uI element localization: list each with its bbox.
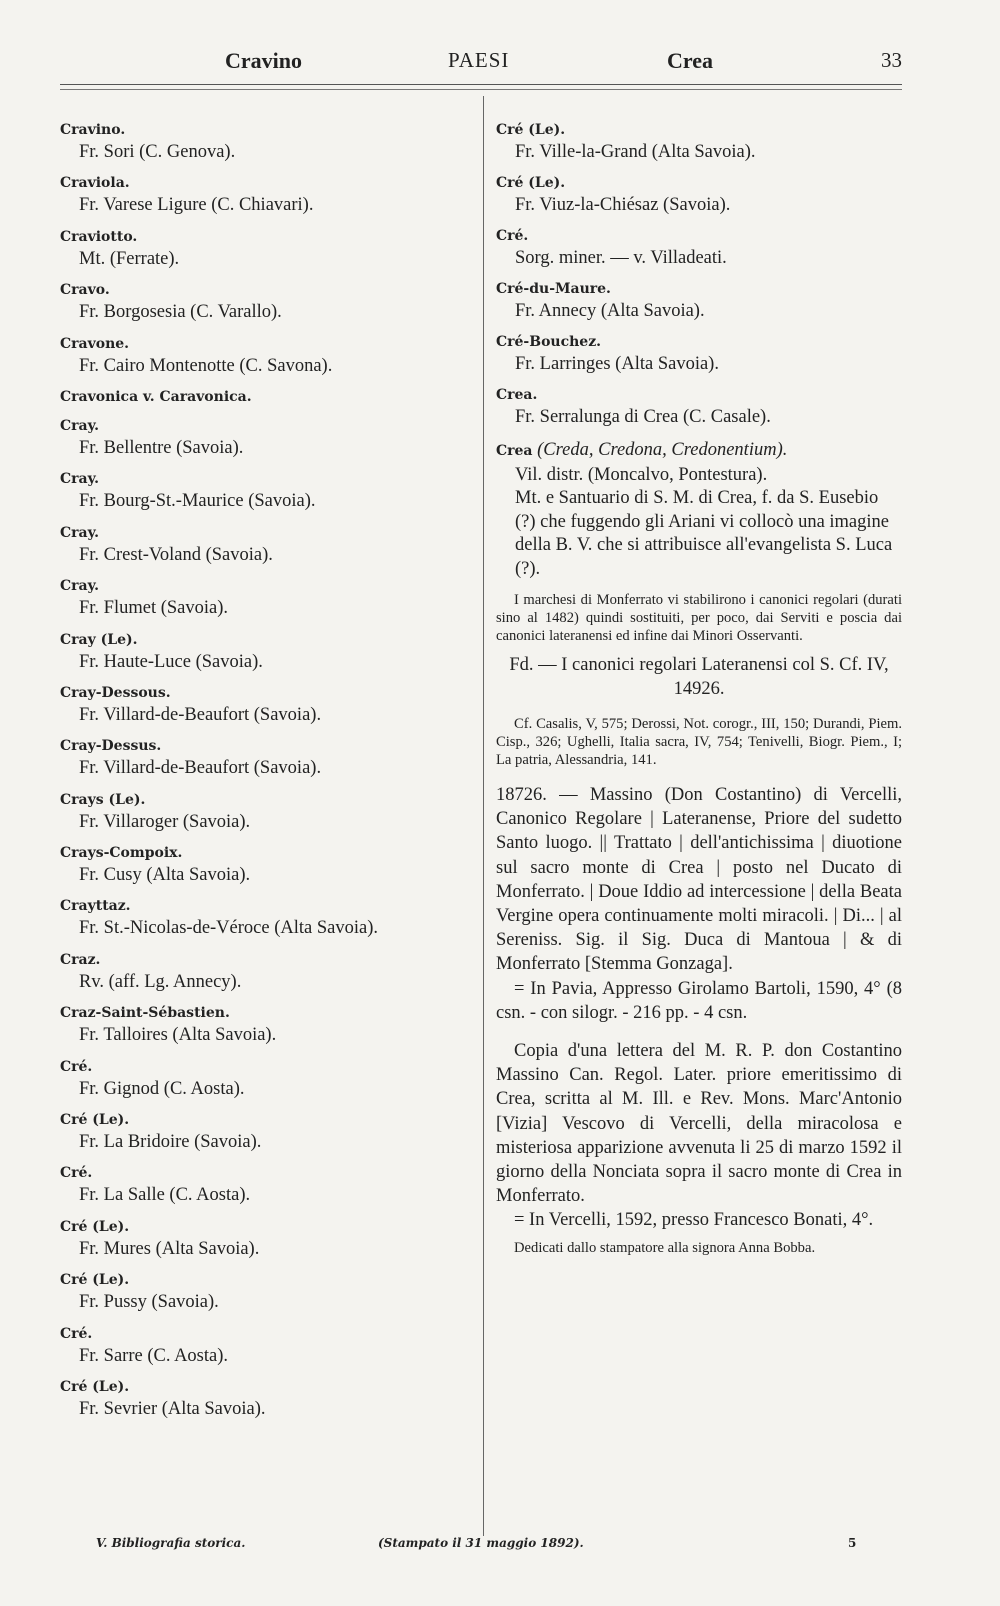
left-column — [60, 120, 470, 1430]
entry-place: Fr. Gignod (C. Aosta). — [79, 1078, 245, 1099]
crea-entry — [496, 438, 902, 769]
footer-left: V. Bibliografia storica. — [96, 1536, 246, 1550]
list-item — [60, 416, 470, 469]
list-item — [496, 385, 902, 429]
entry-title: Cré (Le). — [60, 1378, 130, 1395]
list-item — [60, 683, 470, 736]
entry-place: Fr. La Salle (C. Aosta). — [79, 1185, 251, 1206]
entry-place: Rv. (aff. Lg. Annecy). — [79, 971, 242, 992]
entry-title: Crays (Le). — [60, 791, 146, 808]
list-item — [60, 1003, 470, 1056]
entry-title: Craz-Saint-Sébastien. — [60, 1005, 230, 1022]
column-divider — [483, 96, 484, 1536]
entry-title: Cray (Le). — [60, 631, 138, 648]
list-item — [60, 227, 470, 280]
entry-place: Fr. Viuz-la-Chiésaz (Savoia). — [515, 195, 731, 215]
entry-place: Fr. Varese Ligure (C. Chiavari). — [79, 195, 314, 216]
footer-center: (Stampato il 31 maggio 1892). — [378, 1536, 584, 1550]
list-item — [60, 1110, 470, 1163]
entry-place: Fr. Bellentre (Savoia). — [79, 437, 244, 458]
list-item — [60, 334, 470, 387]
entry-title: Cravino. — [60, 122, 126, 138]
entry-place: Fr. Pussy (Savoia). — [79, 1292, 219, 1313]
entry-place: Fr. Villard-de-Beaufort (Savoia). — [79, 758, 322, 779]
page-footer — [60, 1536, 902, 1556]
page-header — [60, 48, 902, 78]
list-item — [60, 1057, 470, 1110]
entry-title: Craviola. — [60, 175, 130, 192]
list-item — [60, 1217, 470, 1270]
entry-title: Cré (Le). — [60, 1272, 130, 1289]
header-rule — [60, 84, 902, 85]
list-item — [60, 576, 470, 629]
list-item: Cravonica v. Caravonica. — [60, 388, 252, 405]
list-item — [60, 523, 470, 576]
entry-title: Cré (Le). — [60, 1218, 130, 1235]
crea-fd: Fd. — I canonici regolari Lateranensi col S. Cf. IV, 14926. — [509, 655, 889, 699]
entry-title: Craz. — [60, 951, 101, 968]
list-item — [60, 1324, 470, 1377]
entry-place: Fr. Annecy (Alta Savoia). — [515, 301, 705, 321]
crea-note: I marchesi di Monferrato vi stabilirono i canonici regolari (durati sino al 1482) quindi sostituiti, per poco, dai Serviti e poscia dai canonici lateranensi ed infine dai Minori Osservanti. — [496, 592, 902, 644]
entry-place: Fr. Cairo Montenotte (C. Savona). — [79, 355, 333, 376]
entry-title: Cré. — [60, 1165, 93, 1182]
crea-title: Crea — [496, 443, 533, 459]
header-right-word: Crea — [667, 48, 714, 73]
header-section: PAESI — [448, 48, 510, 72]
entry-18726-dedic: Dedicati dallo stampatore alla signora Anna Bobba. — [514, 1239, 816, 1256]
crea-title-line — [496, 438, 902, 463]
entry-place: Fr. Haute-Luce (Savoia). — [79, 651, 263, 672]
list-item — [60, 1270, 470, 1323]
entry-title: Cray-Dessous. — [60, 684, 171, 701]
entry-place: Fr. Sori (C. Genova). — [79, 142, 236, 162]
entry-title: Cré (Le). — [496, 122, 566, 138]
list-item — [60, 120, 470, 173]
entry-18726-pub: = In Pavia, Appresso Girolamo Bartoli, 1590, 4° (8 csn. - con silogr. - 216 pp. - 4 csn. — [496, 978, 902, 1023]
list-item — [60, 950, 470, 1003]
entry-title: Cré-du-Maure. — [496, 281, 611, 297]
entry-title: Craviotto. — [60, 228, 138, 245]
list-item — [60, 630, 470, 683]
entry-title: Cray. — [60, 578, 99, 595]
entry-place: Fr. Larringes (Alta Savoia). — [515, 354, 719, 374]
list-item — [60, 1163, 470, 1216]
crea-mt: Mt. e Santuario di S. M. di Crea, f. da S. Eusebio (?) che fuggendo gli Ariani vi collocò una imagine della B. V. che si attribuisce all'evangelista S. Luca (?). — [515, 488, 893, 579]
entry-place: Fr. Flumet (Savoia). — [79, 598, 229, 619]
list-item — [60, 280, 470, 333]
entry-18726-text: 18726. — Massino (Don Costantino) di Vercelli, Canonico Regolare | Lateranense, Priore del sudetto Santo luogo. || Trattato | dell'antichissima | diuotione sul sacro monte di Crea | posto nel Ducato di Monferrato. | Doue Iddio ad intercessione | della Beata Vergine opera continuamente molti miracoli. | Di... | al Sereniss. Sig. il Sig. Duca di Mantoua | & di Monferrato [Stemma Gonzaga]. — [496, 785, 902, 975]
entry-place: Fr. Bourg-St.-Maurice (Savoia). — [79, 491, 316, 512]
list-item — [496, 279, 902, 323]
entry-title: Crays-Compoix. — [60, 845, 183, 862]
entry-place: Fr. Ville-la-Grand (Alta Savoia). — [515, 142, 756, 162]
header-left-word: Cravino — [225, 48, 302, 73]
entry-title: Crayttaz. — [60, 898, 131, 915]
entry-place: Fr. Sarre (C. Aosta). — [79, 1345, 229, 1366]
entry-place: Fr. La Bridoire (Savoia). — [79, 1132, 262, 1153]
list-item — [60, 173, 470, 226]
entry-title: Cré-Bouchez. — [496, 334, 602, 350]
entry-place: Mt. (Ferrate). — [79, 248, 180, 269]
entry-title: Cravone. — [60, 335, 130, 352]
entry-title: Cray. — [60, 524, 99, 541]
entry-place: Fr. Talloires (Alta Savoia). — [79, 1025, 277, 1046]
list-item — [60, 469, 470, 522]
entry-title: Cré. — [60, 1325, 93, 1342]
entry-title: Cré (Le). — [60, 1112, 130, 1129]
entry-title: Cré. — [60, 1058, 93, 1075]
entry-title: Cravo. — [60, 282, 110, 299]
entry-title: Cré. — [496, 228, 529, 244]
list-item — [60, 843, 470, 896]
entry-18726 — [496, 783, 902, 1257]
entry-title: Cray. — [60, 417, 99, 434]
list-item — [60, 896, 470, 949]
entry-place: Fr. Villaroger (Savoia). — [79, 811, 251, 832]
footer-right: 5 — [848, 1536, 857, 1550]
list-item — [60, 1377, 470, 1430]
header-rule-thin — [60, 89, 902, 90]
entry-place: Fr. Borgosesia (C. Varallo). — [79, 302, 282, 323]
entry-title: Cray. — [60, 471, 99, 488]
entry-18726-pub2: = In Vercelli, 1592, presso Francesco Bonati, 4°. — [514, 1210, 874, 1231]
entry-place: Fr. Serralunga di Crea (C. Casale). — [515, 407, 771, 427]
page-number: 33 — [881, 48, 902, 72]
list-item — [496, 226, 902, 270]
entry-title: Cray-Dessus. — [60, 738, 162, 755]
entry-place: Fr. Villard-de-Beaufort (Savoia). — [79, 704, 322, 725]
list-item — [60, 790, 470, 843]
list-item — [60, 736, 470, 789]
entry-title: Crea. — [496, 387, 538, 403]
entry-place: Fr. St.-Nicolas-de-Véroce (Alta Savoia). — [79, 918, 378, 939]
list-item — [496, 332, 902, 376]
entry-title: Cré (Le). — [496, 175, 566, 191]
entry-18726-copia: Copia d'una lettera del M. R. P. don Costantino Massino Can. Regol. Later. priore emeritissimo di Crea, scritta al M. Ill. e Rev. Mons. Marc'Antonio [Vizia] Vescovo di Vercelli, della miracolosa e misteriosa apparizione avvenuta li 25 di marzo 1592 il giorno della Nonciata sopra il sacro monte di Crea in Monferrato. — [496, 1041, 902, 1207]
entry-place: Fr. Sevrier (Alta Savoia). — [79, 1398, 266, 1419]
right-column — [496, 120, 902, 1257]
entry-place: Fr. Mures (Alta Savoia). — [79, 1238, 260, 1259]
crea-variants: (Creda, Credona, Credonentium). — [537, 440, 788, 460]
entry-place: Fr. Cusy (Alta Savoia). — [79, 865, 251, 886]
crea-cf: Cf. Casalis, V, 575; Derossi, Not. corogr., III, 150; Durandi, Piem. Cisp., 326; Ughelli, Italia sacra, IV, 754; Tenivelli, Biogr. Piem., I; La patria, Alessandria, 141. — [496, 716, 902, 768]
list-item — [496, 120, 902, 164]
entry-place: Fr. Crest-Voland (Savoia). — [79, 544, 273, 565]
entry-place: Sorg. miner. — v. Villadeati. — [515, 248, 727, 268]
crea-vil: Vil. distr. (Moncalvo, Pontestura). — [515, 465, 768, 485]
list-item — [496, 173, 902, 217]
